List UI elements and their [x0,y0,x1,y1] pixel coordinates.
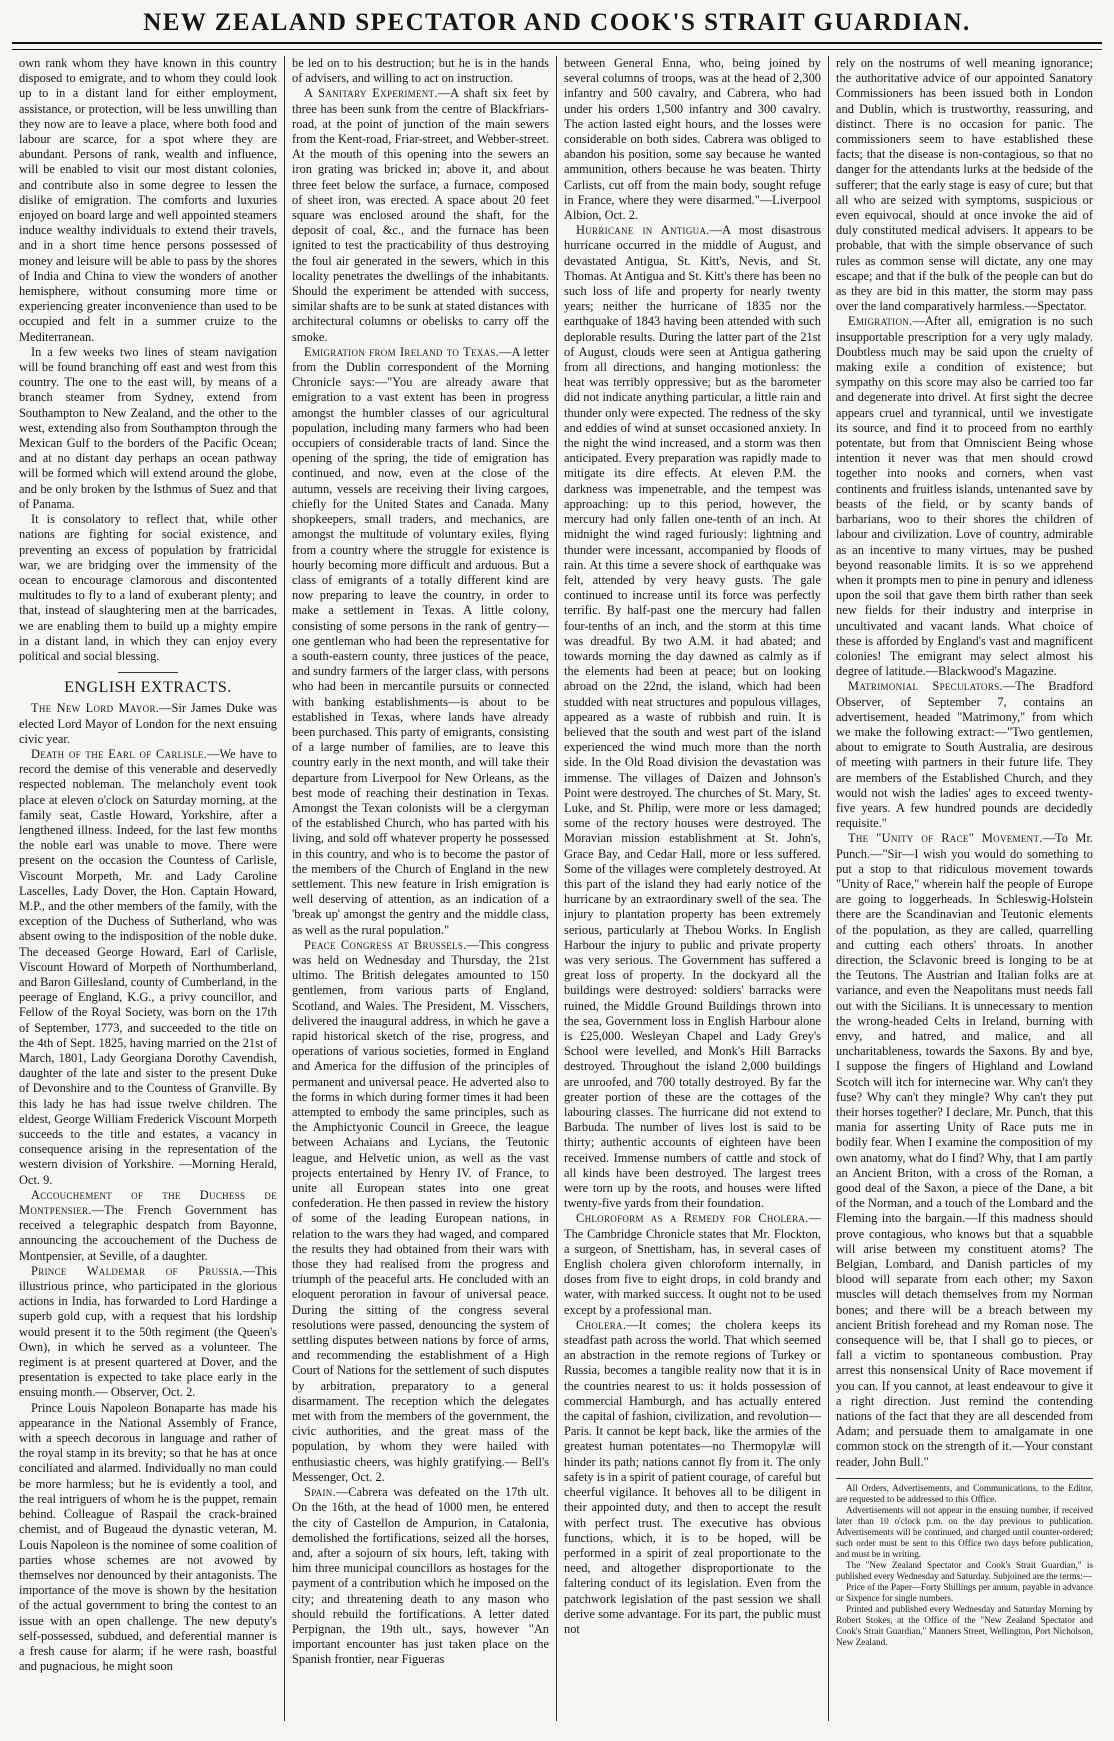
news-item [19,1264,277,1401]
article-text: own rank whom they have known in this country disposed to emigrate, and to whom they could look up to in a distant land for either employment, assistance, or protection, will be less unwilling than they now are to leave a place, where both food and labour are scarce, for a spot where they are abundant. Persons of rank, wealth and influence, will be enabled to visit our most distant colonies, and contribute also in some degree to lessen the dislike of emigration. The comforts and luxuries enjoyed on board large and well appointed steamers induce wealthy individuals to extend their travels, and in a short time hence persons possessed of money and leisure will be able to pass by the shores of India and China to view the wonders of another hemisphere, without consuming more time or experiencing greater inconvenience than used to be occupied and felt in a summer cruize to the Mediterranean. [19,56,277,344]
notice-text: All Orders, Advertisements, and Communications, to the Editor, are requested to be addressed to this Office. [836,1482,1093,1504]
article-text: be led on to his destruction; but he is in the hands of advisers, and willing to act on instruction. [292,56,549,86]
notice-text: Price of the Paper—Forty Shillings per annum, payable in advance or Sixpence for single numbers. [836,1581,1093,1603]
news-item [292,86,549,344]
news-item [836,314,1093,679]
news-heading: The New Lord Mayor. [31,701,160,716]
news-heading: Emigration. [848,314,913,329]
news-text: —A most disastrous hurricane occurred in the middle of August, and devastated Antigua, St. Kitt's, Nevis, and St. Thomas. At Antigua and St. Kitt's there has been no such loss of life and property for nearly twenty years; neither the hurricane of 1835 nor the earthquake of 1843 having been attended with such deplorable results. During the latter part of the 21st of August, clouds were seen at Antigua gathering from all directions, and hanging motionless: the heat was terribly oppressive; but as the barometer did not indicate anything particular, a little rain and thunder only were expected. The redness of the sky and eddies of wind at sunset occasioned anxiety. In the night the wind increased, and a storm was then anticipated. Every preparation was rapidly made to mitigate its dire effects. At eleven P.M. the darkness was impenetrable, and the tempest was approaching: up to this period, however, the mercury had only fallen one-tenth of an inch. At midnight the wind raged furiously: lightning and thunder were incessant, accompanied by floods of rain. At this time a severe shock of earthquake was felt, attended by very heavy gusts. The gale continued to increase until its force was perfectly terrific. By half-past one the mercury had fallen four-tenths of an inch, and the storm at this time was dreadful. By two A.M. it had abated; and towards morning the day dawned as calmly as if the elements had been at peace; but on looking abroad on the 22nd, the island, which had been studded with neat structures and populous villages, appeared as a waste of rubbish and ruin. It is believed that the south and west part of the island experienced the wind much more than the north side. In the Old Road division the devastation was immense. The villages of Daizen and Johnson's Point were destroyed. The churches of St. Mary, St. Luke, and St. Philip, were more or less damaged; some of the rectory houses were destroyed. The Moravian mission establishment at St. John's, Grace Bay, and Cedar Hall, more or less suffered. Some of the villages were completely destroyed. At this part of the island they had early notice of the hurricane by an extraordinary swell of the sea. The injury to plantation property has been extremely serious, particularly at Thebou Works. In English Harbour the injury to public and private property was very serious. The Government has suffered a great loss of property. In the dockyard all the buildings were destroyed: soldiers' barracks were ruined, the Middle Ground Buildings thrown into the sea, Government loss in English Harbour alone is £25,000. Wesleyan Chapel and Lady Grey's School were levelled, and Monk's Hill Barracks destroyed. Throughout the island 2,000 buildings are unroofed, and 700 totally destroyed. By far the greater portion of these are the cottages of the labouring classes. The hurricane did not extend to Barbuda. The number of lives lost is said to be thirty; authentic accounts of eighteen have been received. Immense numbers of cattle and stock of all kinds have been destroyed. The largest trees were torn up by the roots, and houses were lifted twenty-five yards from their foundation. [564,223,821,1211]
article-text: In a few weeks two lines of steam navigation will be found branching off east and west from this country. The one to the east will, by means of a branch steamer from Sydney, extend from Southampton to New Zealand, and the other to the west, extending also from Southampton through the Mexican Gulf to the borders of the Pacific Ocean; and at no distant day perhaps an ocean pathway will be formed which will extend around the globe, and be only broken by the Isthmus of Suez and that of Panama. [19,344,277,511]
article-text: rely on the nostrums of well meaning ignorance; the authoritative advice of our appointed Sanatory Commissioners has been issued both in London and Dublin, which is trustworthy, reassuring, and distinct. There is no occasion for panic. The commissioners seem to have established these facts; that the disease is non-contagious, so that no danger for the attendants lurks at the bedside of the sufferer; that the early stage is easy of cure; but that all who are seized with symptoms, suspicious or even equivocal, should at once invoke the aid of duly constituted medical advisers. It appears to be probable, that with the simple observance of such rules as common sense will dictate, any one may escape; and that if the bulk of the people can but do as they are bid in this matter, the storm may pass over the land comparatively harmless.—Spectator. [836,56,1093,314]
news-heading: Death of the Earl of Carlisle. [31,746,208,761]
news-item [836,679,1093,831]
article-text: between General Enna, who, being joined by several columns of troops, was at the head of 2,300 infantry and 500 cavalry, and Cabrera, who had under his orders 1,500 infantry and 300 cavalry. The action lasted eight hours, and the losses were considerable on both sides. Cabrera was obliged to abandon his position, some say because he wanted ammunition, others because he was beaten. Thirty Carlists, cut off from the main body, sought refuge in France, where they were disarmed."—Liverpool Albion, Oct. 2. [564,56,821,223]
news-heading: Matrimonial Speculators. [848,679,1003,694]
news-text: —A shaft six feet by three has been sunk from the centre of Blackfriars-road, at the point of junction of the main sewers from the Kent-road, Friar-street, and Webber-street. At the mouth of this opening into the sewers an iron grating was bricked in; above it, and about three feet below the surface, a furnace, composed of sheet iron, was erected. A space about 20 feet square was enclosed around the shaft, for the deposit of coal, &c., and the furnace has been ignited to test the practicability of thus destroying the foul air generated in the sewers, which in this locality penetrates the dwellings of the inhabitants. Should the experiment be attended with success, similar shafts are to be sunk at stated distances with architectural columns or obelisks to carry off the smoke. [292,86,549,344]
news-text: —The Cambridge Chronicle states that Mr. Flockton, a surgeon, of Snettisham, has, in several cases of English cholera given chloroform internally, in doses from five to eight drops, in cold brandy and water, with marked success. It ought not to be used except by a professional man. [564,1211,821,1317]
news-text: —The French Government has received a telegraphic despatch from Bayonne, announcing the accouchement of the Duchess de Montpensier, at Seville, of a daughter. [19,1203,277,1263]
news-item [564,1211,821,1317]
article-text: Prince Louis Napoleon Bonaparte has made his appearance in the National Assembly of France, with a speech decorous in language and rather of the royal stamp in its brevity; so that he has at once conciliated and alarmed. Individually no man could be more harmless; but he is evidently a tool, and the real intriguers of whom he is the puppet, remain behind. Colleague of Raspail the crack-brained chemist, and of Bugeaud the dynastic veteran, M. Louis Napoleon is the nominee of some coalition of parties whose schemes are not avowed by themselves nor denounced by their antagonists. The importance of the move is shown by the hesitation of the actual government to bring the contest to an issue with an open challenge. The new deputy's self-possessed, subdued, and deferential manner is a fresh cause for alarm; if he were rash, boastful and pugnacious, he might soon [19,1400,277,1674]
news-text: —After all, emigration is no such insupportable prescription for a very ugly malady. Doubtless much may be said upon the cruelty of making exile a condition of existence; but sympathy on this score may also be carried too far and degenerate into drivel. At first sight the decree appears cruel and tyrannical, until we investigate its source, and find it to proceed from no earthly potentate, but from that Omniscient Being whose intention it never was that men should crowd together into nooks and corners, when vast continents and fruitless islands, untenanted save by beasts of the field, or by scanty bands of barbarians, woo to their shores the children of labour and civilization. Love of country, admirable as an incentive to many virtues, may be pushed beyond reasonable limits. It is so we apprehend when it prompts men to pine in penury and idleness upon the soil that gave them birth rather than seek new fields for their industry and interprise in uncultivated and vacant lands. What choice of these is afforded by England's vast and magnificent colonies! The emigrant may select almost his degree of latitude.—Blackwood's Magazine. [836,314,1093,679]
news-heading: A Sanitary Experiment. [304,86,438,101]
news-text: —This illustrious prince, who participated in the glorious actions in India, has forwarded to Lord Hardinge a superb gold cup, with a request that his lordship would present it to the 50th regiment (the Queen's Own), in which he served as a volunteer. The regiment is at present quartered at Dover, and the presentation is expected to take place early in the ensuing month.— Observer, Oct. 2. [19,1263,277,1400]
news-item [19,701,277,747]
columns [12,56,1102,1721]
news-item [19,1188,277,1264]
news-item [564,1318,821,1637]
news-text: —Cabrera was defeated on the 17th ult. On the 16th, at the head of 1000 men, he entered the city of Castellon de Ampurion, in Catalonia, demolished the fortifications, seized all the horses, and, after a sojourn of six hours, left, taking with him three municipal councillors as hostages for the payment of a contribution which he imposed on the city; and threatening death to any mason who should rebuild the fortifications. A letter dated Perpignan, the 19th ult., says, however "An important encounter has just taken place on the Spanish frontier, near Figueras [292,1485,549,1667]
column-4 [828,56,1100,1721]
notice-text: Printed and published every Wednesday and Saturday Morning by Robert Stokes, at the Office of the "New Zealand Spectator and Cook's Strait Guardian," Manners Street, Wellington, Port Nicholson, New Zealand. [836,1603,1093,1647]
news-text: —This congress was held on Wednesday and Thursday, the 21st ultimo. The British delegates amounted to 150 gentlemen, from various parts of England, Scotland, and Wales. The President, M. Visschers, delivered the inaugural address, in which he gave a rapid historical sketch of the rise, progress, and operations of various societies, formed in England and America for the diffusion of the principles of permanent and universal peace. He adverted also to the forms in which during former times it had been attempted to embody the same principles, such as the Amphictyonic Council in Greece, the league between Achaians and Lycians, the Teutonic league, and Helvetic union, as well as the vast projects entertained by Henry IV. of France, to unite all European states into one great confederation. He then passed in review the history of some of the leading European nations, in relation to the wars they had waged, and compared the results they had obtained from their wars with those they had realised from the progress and triumph of the peaceful arts. He concluded with an eloquent peroration in favour of universal peace. During the sitting of the congress several resolutions were passed, denouncing the system of settling disputes between nations by force of arms, and recommending the establishment of a High Court of Nations for the settlement of such disputes by arbitration, preparatory to a general disarmament. The reception which the delegates met with from the members of the government, the civic authorities, and the great mass of the population, by whom they were hailed with enthusiastic cheers, was highly gratifying.— Bell's Messenger, Oct. 2. [292,937,549,1484]
news-heading: Chloroform as a Remedy for Cholera. [576,1211,809,1226]
news-heading: Cholera. [576,1317,627,1332]
notice-text: Advertisements will not appear in the ensuing number, if received later than 10 o'clock p.m. on the day previous to publication. Advertisements will be continued, and charged until counter-ordered; such order must be sent to this Office two days before publication, and must be in writing. [836,1504,1093,1559]
news-text: —It comes; the cholera keeps its steadfast path across the world. That which seemed an abstraction in the remote regions of Turkey or Russia, becomes a tangible reality now that it is in the countries nearest to us: it holds possession of commercial Hamburgh, and has actually entered the capital of fashion, civilization, and revolution—Paris. It cannot be kept back, like the armies of the greatest human potentates—no Thermopylæ will hinder its path; nations cannot fly from it. The only safety is in a spirit of patient courage, of careful but cheerful vigilance. It behoves all to be diligent in their appointed duty, and then to accept the result with perfect trust. The executive has obvious functions, which, it is to be hoped, will be performed in a spirit of zeal proportionate to the need, and altogether disproportionate to the faltering conduct of its legislation. Even from the patchwork legislation of the past session we shall derive some advantage. For its part, the public must not [564,1317,821,1636]
news-heading: Emigration from Ireland to Texas. [304,344,500,359]
column-3 [556,56,828,1721]
news-heading: Peace Congress at Brussels. [304,937,467,952]
news-heading: Prince Waldemar of Prussia. [31,1263,243,1278]
news-item [292,345,549,938]
news-item [564,223,821,1211]
masthead-rule [12,42,1102,50]
news-text: —To Mr. Punch.—"Sir—I wish you would do something to put a stop to that ridiculous movement towards "Unity of Race," wherein half the people of Europe are going to loggerheads. In Schleswig-Holstein there are the Scandinavian and Teutonic elements of the population, as they are called, quarrelling and cutting each others' throats. In another direction, the Sclavonic breed is longing to be at the Teutons. The Austrian and Italian folks are at variance, and even the Neapolitans must needs fall out with the Sicilians. It is unnecessary to mention the wrong-headed Celts in Ireland, burning with envy, and hatred, and malice, and all uncharitableness, towards the Saxons. By and bye, I suppose the fingers of Highland and Lowland Scotch will itch for internecine war. Why can't they fuse? Why can't they mingle? Why can't they put their horses together? I declare, Mr. Punch, that this mania for asserting Unity of Race puts me in bodily fear. When I examine the composition of my own anatomy, what do I find? Why, that I am partly an Ancient Briton, with a cross of the Roman, a good deal of the Saxon, a piece of the Dane, a bit of the Norman, and a touch of the Lombard and the Fleming into the bargain.—If this madness should prove contagious, who knows but that a squabble will arise between my constituent atoms? The Belgian, Lombard, and Danish particles of my blood will separate from each other; my Saxon muscles will detach themselves from my Norman bones; and there will be a breach between my ancient British forehead and my Roman nose. The consequence will be, that I shall go to pieces, or fall a victim to spontaneous combustion. Pray arrest this nonsensical Unity of Race movement if you can. If you cannot, at least endeavour to give it a right direction. Just remind the contending nations of the fact that they are all descended from Adam; and persuade them to amalgamate in one common stock on the strength of it.—Your constant reader, John Bull." [836,831,1093,1469]
news-text: —We have to record the demise of this venerable and deservedly respected nobleman. The melancholy event took place at eleven o'clock on Saturday morning, at the family seat, Castle Howard, Yorkshire, after a lengthened illness. Indeed, for the last few months the noble earl was unable to move. There were present on the occasion the Countess of Carlisle, Viscount Morpeth, Mr. and Lady Caroline Lascelles, Lady Dover, the Hon. Captain Howard, M.P., and the other members of the family, with the exception of the Duchess of Sutherland, who was absent owing to the indisposition of the noble duke. The deceased George Howard, Earl of Carlisle, Viscount Howard of Morpeth of Northumberland, and Baron Gillesland, county of Cumberland, in the peerage of England, K.G., a privy councillor, and Fellow of the Royal Society, was born on the 17th of September, 1773, and succeeded to the title on the 4th of Sept. 1825, having married on the 21st of March, 1801, Lady Georgiana Dorothy Cavendish, daughter of the late and sister to the present Duke of Devonshire and to the Countess of Granville. By this lady he has had issue twelve children. The eldest, George William Frederick Viscount Morpeth succeeds to the title and estates, a vacancy in consequence arising in the representation of the western division of Yorkshire. —Morning Herald, Oct. 9. [19,746,277,1187]
news-item [292,938,549,1485]
notice-text: The "New Zealand Spectator and Cook's Strait Guardian," is published every Wednesday and Saturday. Subjoined are the terms:— [836,1559,1093,1581]
news-text: —A letter from the Dublin correspondent of the Morning Chronicle says:—"You are already aware that emigration to a vast extent has been in progress amongst the humbler classes of our agricultural population, including many farmers who had been occupiers of considerable tracts of land. Since the opening of the spring, the tide of emigration has continued, and now, even at the close of the autumn, vessels are receiving their living cargoes, chiefly for the United States and Canada. Many shopkeepers, small traders, and mechanics, are amongst the multitude of voluntary exiles, flying from a country where the struggle for existence is hourly becoming more difficult and arduous. But a class of emigrants of a totally different kind are now preparing to leave the country, in order to make a settlement in Texas. A little colony, consisting of some persons in the rank of gentry—one gentleman who had been the representative for a south-eastern county, three justices of the peace, and sundry farmers of the larger class, with persons who had been in mercantile pursuits or connected with banking establishments—is about to be established in Texas, where lands have already been purchased. This party of emigrants, consisting of a large number of families, are to leave this country early in the next month, and will take their departure from Liverpool for New Orleans, as the best mode of reaching their destination in Texas. Amongst the Texan colonists will be a clergyman of the established Church, who has parted with his living, and sold off whatever property he possessed in this country, and who is to become the pastor of the members of the Church of England in the new settlement. This new feature in Irish emigration is well deserving of attention, as an indication of a 'break up' amongst the gentry and the middle class, as well as the rural population." [292,344,549,937]
news-heading: Spain. [304,1485,336,1500]
publication-notice [836,1478,1093,1648]
news-heading: The "Unity of Race" Movement. [848,831,1043,846]
news-item [836,831,1093,1470]
news-text: —The Bradford Observer, of September 7, contains an advertisement, headed "Matrimony," from which we make the following extract:—"Two gentlemen, about to emigrate to South Australia, are desirous of meeting with partners in their future life. They are members of the Established Church, and they would not wish the ladies' ages to exceed twenty-five years. A few hundred pounds are decidedly requisite." [836,679,1093,831]
column-1 [12,56,284,1721]
news-item [292,1485,549,1667]
section-title: ENGLISH EXTRACTS. [19,672,277,695]
news-heading: Accouchement of the Duchess de Montpensier. [19,1187,277,1218]
news-item [19,747,277,1188]
news-text: —Sir James Duke was elected Lord Mayor of London for the next ensuing civic year. [19,701,277,746]
column-2 [284,56,556,1721]
masthead: NEW ZEALAND SPECTATOR AND COOK'S STRAIT GUARDIAN. [143,9,971,36]
news-heading: Hurricane in Antigua. [576,223,710,238]
article-text: It is consolatory to reflect that, while other nations are fighting for social existence, and preventing an excess of population by fratricidal war, we are bridging over the immensity of the ocean to encourage clamorous and discontented multitudes to fly to a land of exuberant plenty; and that, instead of slaughtering men at the barricades, we are enabling them to build up a mighty empire in a distant land, in which they can enjoy every political and social blessing. [19,512,277,663]
